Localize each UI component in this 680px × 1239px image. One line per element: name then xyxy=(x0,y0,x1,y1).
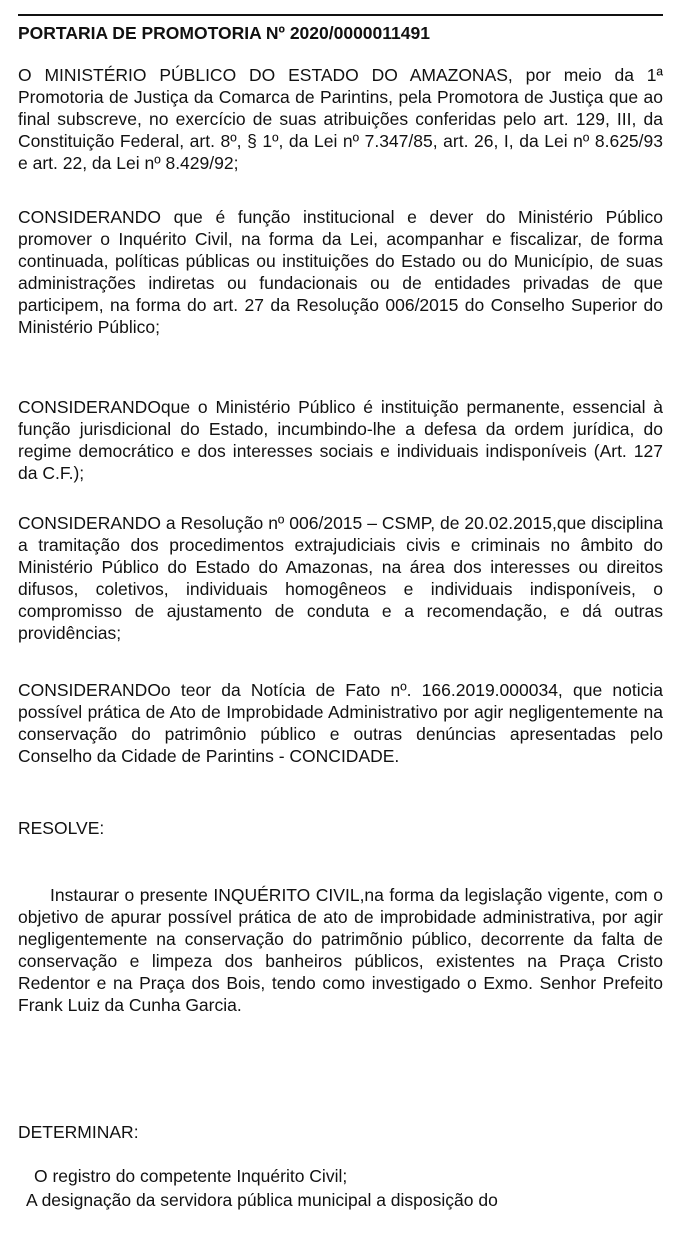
resolve-label: RESOLVE: xyxy=(18,818,105,838)
considerando-paragraph-2: CONSIDERANDOque o Ministério Público é instituição permanente, essencial à função jurisdicional do Estado, incumbindo-lhe a defesa da ordem jurídica, do regime democrático e dos interesses sociais e individuais indisponíveis (Art. 127 da C.F.); xyxy=(18,397,663,483)
considerando-paragraph-4: CONSIDERANDOo teor da Notícia de Fato nº. 166.2019.000034, que noticia possível prática de Ato de Improbidade Administrativo por agir negligentemente na conservação do patrimônio público e outras denúncias apresentadas pelo Conselho da Cidade de Parintins - CONCIDADE. xyxy=(18,680,663,766)
determinar-label: DETERMINAR: xyxy=(18,1122,139,1142)
intro-paragraph: O MINISTÉRIO PÚBLICO DO ESTADO DO AMAZONAS, por meio da 1ª Promotoria de Justiça da Comarca de Parintins, pela Promotora de Justiça que ao final subscreve, no exercício de suas atribuições conferidas pelo art. 129, III, da Constituição Federal, art. 8º, § 1º, da Lei nº 7.347/85, art. 26, I, da Lei nº 8.625/93 e art. 22, da Lei nº 8.429/92; xyxy=(18,65,663,173)
document-title: PORTARIA DE PROMOTORIA Nº 2020/0000011491 xyxy=(18,23,430,43)
resolve-paragraph: Instaurar o presente INQUÉRITO CIVIL,na forma da legislação vigente, com o objetivo de apurar possível prática de ato de improbidade administrativa, por agir negligentemente na conservação do patrimõnio público, decorrente da falta de conservação e limpeza dos banheiros públicos, existentes na Praça Cristo Redentor e na Praça dos Bois, tendo como investigado o Exmo. Senhor Prefeito Frank Luiz da Cunha Garcia. xyxy=(18,885,663,1015)
top-divider xyxy=(18,14,663,16)
determinar-item: A designação da servidora pública municipal a disposição do xyxy=(26,1190,498,1210)
determinar-item: O registro do competente Inquérito Civil; xyxy=(34,1166,348,1186)
considerando-paragraph-1: CONSIDERANDO que é função institucional e dever do Ministério Público promover o Inquérito Civil, na forma da Lei, acompanhar e fiscalizar, de forma continuada, políticas públicas ou instituições do Estado ou do Município, de suas administrações indiretas ou fundacionais ou de entidades privadas de que participem, na forma do art. 27 da Resolução 006/2015 do Conselho Superior do Ministério Público; xyxy=(18,207,663,337)
considerando-paragraph-3: CONSIDERANDO a Resolução nº 006/2015 – CSMP, de 20.02.2015,que disciplina a tramitação dos procedimentos extrajudiciais civis e criminais no âmbito do Ministério Público do Estado do Amazonas, na área dos interesses ou direitos difusos, coletivos, individuais homogêneos e individuais indisponíveis, o compromisso de ajustamento de conduta e a recomendação, e dá outras providências; xyxy=(18,513,663,643)
